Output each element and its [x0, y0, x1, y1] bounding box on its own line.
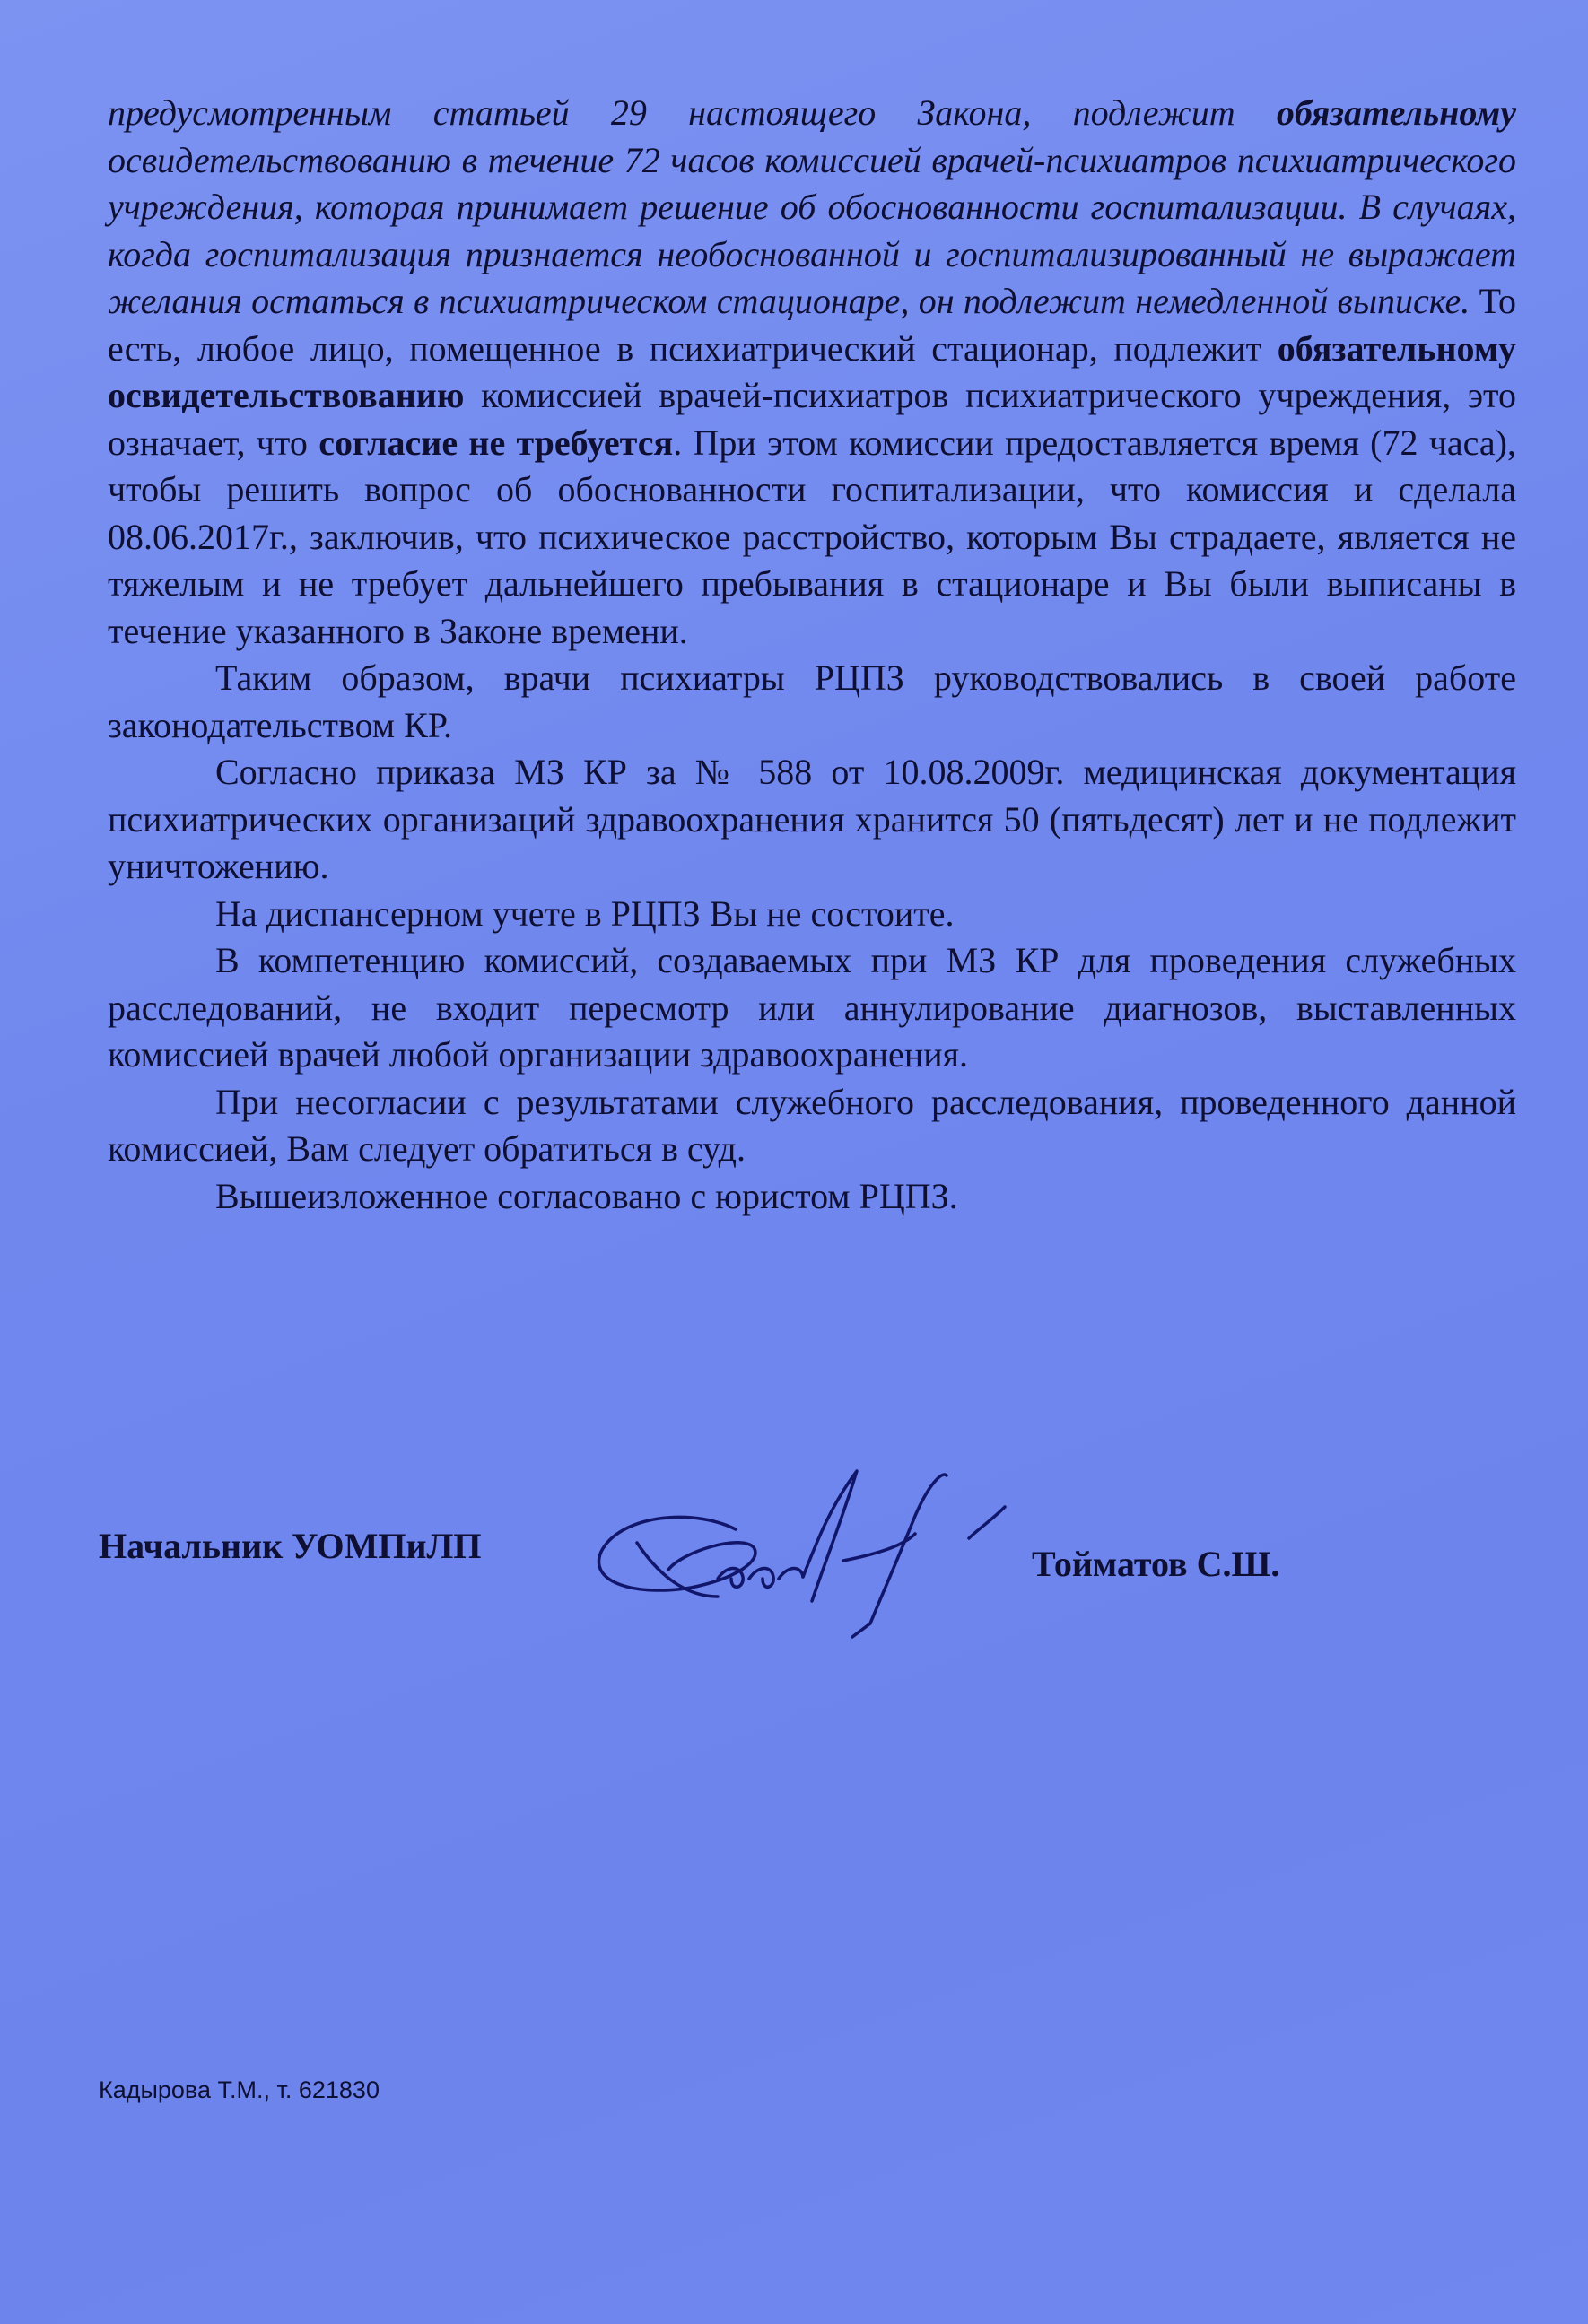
paragraph-records-retention: Согласно приказа МЗ КР за № 588 от 10.08.2009г. медицинская документация психиатрических организаций здравоохранения хранится 50 (пятьдесят) лет и не подлежит уничтожению. [108, 752, 1516, 886]
quote-text-2: освидетельствованию в течение 72 часов комиссией врачей-психиатров психиатрического учреждения, которая принимает решение об обоснованности госпитализации. В случаях, когда госпитализация признается необоснованной и госпитализированный не выражает желания остаться в психиатрическом стационаре, он подлежит немедленной выписке. [108, 139, 1516, 321]
paragraph-conclusion: Таким образом, врачи психиатры РЦПЗ руководствовались в своей работе законодательством КР. [108, 657, 1516, 745]
explanation-text-3: . При этом комиссии предоставляется время (72 часа), чтобы решить вопрос об обоснованности госпитализации, что комиссия и сделала 08.06.2017г., заключив, что психическое расстройство, которым Вы страдаете, является не тяжелым и не требует дальнейшего пребывания в стационаре и Вы были выписаны в течение указанного в Законе времени. [108, 422, 1516, 651]
signature-block [99, 1525, 1427, 1668]
paragraph-legal-approval: Вышеизложенное согласовано с юристом РЦПЗ. [215, 1175, 958, 1216]
explanation-emphasis-1: обязательному освидетельствованию [108, 327, 1516, 415]
paragraph-law-quote [108, 90, 1516, 655]
quote-text-1: предусмотренным статьей 29 настоящего Закона, подлежит [108, 92, 1277, 133]
paragraph-commission-scope: В компетенцию комиссий, создаваемых при МЗ КР для проведения служебных расследований, не входит пересмотр или аннулирование диагнозов, выставленных комиссией врачей любой организации здравоохранения. [108, 940, 1516, 1075]
quote-emphasis: обязательному [1276, 92, 1516, 133]
paragraph-court-appeal: При несогласии с результатами служебного расследования, проведенного данной комиссией, Вам следует обратиться в суд. [108, 1081, 1516, 1169]
explanation-text-1: То есть, любое лицо, помещенное в психиатрический стационар, подлежит [108, 281, 1517, 369]
executor-contact: Кадырова Т.М., т. 621830 [99, 2076, 380, 2103]
explanation-emphasis-2: согласие не требуется [318, 422, 674, 463]
signatory-title: Начальник УОМПиЛП [99, 1526, 482, 1566]
explanation-text-2: комиссией врачей-психиатров психиатрического учреждения, это означает, что [108, 375, 1516, 463]
letter-body [108, 90, 1516, 1220]
paragraph-registration-status: На диспансерном учете в РЦПЗ Вы не состоите. [215, 892, 955, 934]
handwritten-signature [583, 1453, 1050, 1659]
signatory-name: Тойматов С.Ш. [1032, 1544, 1280, 1584]
